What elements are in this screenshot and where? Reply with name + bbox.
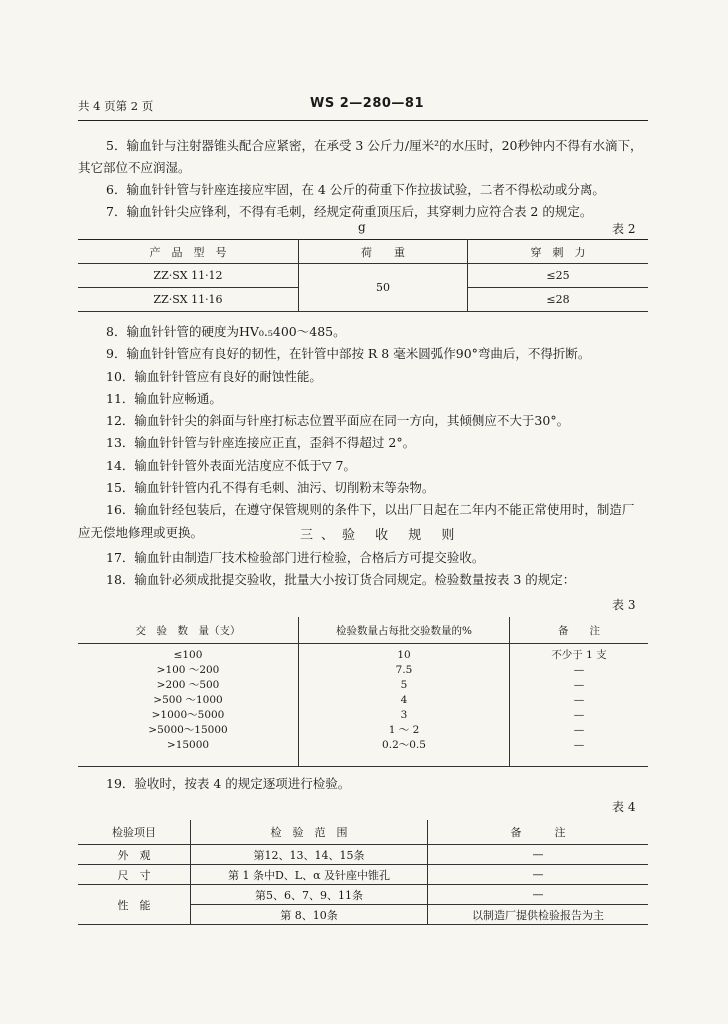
table3-qty: >500 ～1000 — [153, 694, 223, 706]
clause-12: 12．输血针针尖的斜面与针座打标志位置平面应在同一方向，其倾侧应不大于30°。 — [106, 413, 570, 429]
table-4 — [78, 820, 648, 925]
table4-item: 性 能 — [78, 885, 191, 925]
table4-range: 第12、13、14、15条 — [191, 845, 428, 865]
clause-7: 7．输血针针尖应锋利，不得有毛刺，经规定荷重顶压后，其穿刺力应符合表 2 的规定。 — [106, 204, 593, 219]
table4-header-note: 备 注 — [428, 820, 649, 845]
table3-pct: 5 — [400, 679, 408, 691]
table3-note: — — [573, 724, 585, 736]
clause-15: 15．输血针针管内孔不得有毛刺、油污、切削粉末等杂物。 — [106, 480, 435, 496]
table-2 — [78, 239, 648, 312]
table-row — [78, 264, 648, 288]
page-count: 共 4 页第 2 页 — [78, 99, 154, 113]
table3-note: — — [573, 664, 585, 676]
table3-note: — — [573, 739, 585, 751]
table4-range: 第 8、10条 — [191, 905, 428, 925]
clause-9: 9．输血针针管应有良好的韧性，在针管中部按 R 8 毫米圆弧作90°弯曲后，不得折断。 — [106, 346, 591, 362]
table3-qty: >100 ～200 — [156, 664, 220, 676]
table4-item: 外 观 — [78, 845, 191, 865]
clause-5: 5．输血针与注射器锥头配合应紧密，在承受 3 公斤力/厘米²的水压时，20秒钟内不得有水滴下， — [106, 138, 643, 153]
table3-note: — — [573, 709, 585, 721]
standard-number: WS 2—280—81 — [310, 96, 425, 111]
clause-8: 8．输血针针管的硬度为HV₀.₅400～485。 — [106, 324, 346, 339]
section-title: 三、验 收 规 则 — [300, 528, 463, 543]
table3-note: — — [573, 679, 585, 691]
table4-caption: 表 4 — [612, 800, 636, 814]
table2-header-load: 荷 重 — [299, 240, 468, 264]
table2-header-model: 产 品 型 号 — [78, 240, 299, 264]
table3-qty: >15000 — [166, 739, 210, 751]
table3-note-col — [510, 644, 649, 767]
table2-force: ≤25 — [468, 264, 649, 288]
clauses-5-7 — [78, 135, 648, 223]
table3-qty: >200 ～500 — [156, 679, 220, 691]
clause-16-cont: 应无偿地修理或更换。 — [78, 524, 204, 540]
clause-19-block — [78, 773, 648, 795]
clause-19: 19．验收时，按表 4 的规定逐项进行检验。 — [106, 776, 351, 791]
table3-pct-col — [299, 644, 510, 767]
clause-16: 16．输血针经包装后，在遵守保管规则的条件下，以出厂日起在二年内不能正常使用时，制造厂 — [106, 502, 635, 518]
table3-header-qty: 交 验 数 量（支） — [78, 617, 299, 644]
table3-header-note: 备 注 — [510, 617, 649, 644]
table3-pct: 4 — [400, 694, 408, 706]
clause-6: 6．输血针针管与针座连接应牢固，在 4 公斤的荷重下作拉拔试验，二者不得松动或分离。 — [106, 182, 605, 197]
table3-pct: 10 — [397, 649, 411, 661]
table2-model: ZZ·SX 11·12 — [78, 264, 299, 288]
table4-note: — — [428, 865, 649, 885]
clause-10: 10．输血针针管应有良好的耐蚀性能。 — [106, 368, 322, 384]
table3-note: — — [573, 694, 585, 706]
table-row — [78, 885, 648, 905]
table2-force: ≤28 — [468, 288, 649, 312]
table4-range: 第 1 条中D、L、α 及针座中锥孔 — [191, 865, 428, 885]
table3-header-pct: 检验数量占每批交验数量的% — [299, 617, 510, 644]
clauses-8-16 — [78, 321, 648, 544]
clause-17: 17．输血针由制造厂技术检验部门进行检验，合格后方可提交验收。 — [106, 550, 485, 565]
table4-note: — — [428, 845, 649, 865]
table3-qty: ≤100 — [173, 649, 203, 661]
clause-18: 18．输血针必须成批提交验收，批量大小按订货合同规定。检验数量按表 3 的规定： — [106, 572, 576, 587]
table2-caption: 表 2 — [612, 222, 636, 236]
table2-model: ZZ·SX 11·16 — [78, 288, 299, 312]
table4-note: — — [428, 885, 649, 905]
table2-header-force: 穿 刺 力 — [468, 240, 649, 264]
table2-unit: g — [358, 220, 366, 234]
table3-caption: 表 3 — [612, 598, 636, 612]
table-3 — [78, 617, 648, 767]
clause-13: 13．输血针针管与针座连接应正直，歪斜不得超过 2°。 — [106, 435, 416, 451]
table4-header-range: 检 验 范 围 — [191, 820, 428, 845]
table4-header-item: 检验项目 — [78, 820, 191, 845]
table3-pct: 0.2～0.5 — [382, 739, 426, 751]
table2-load: 50 — [299, 264, 468, 312]
table-row — [78, 845, 648, 865]
clause-14: 14．输血针针管外表面光洁度应不低于▽ 7。 — [106, 457, 356, 473]
table4-range: 第5、6、7、9、11条 — [191, 885, 428, 905]
table3-qty-col — [78, 644, 299, 767]
table4-item: 尺 寸 — [78, 865, 191, 885]
table3-note: 不少于 1 支 — [551, 649, 607, 661]
header-rule — [78, 120, 648, 121]
table3-qty: >1000～5000 — [151, 709, 225, 721]
clauses-17-18 — [78, 547, 648, 591]
clause-5-cont: 其它部位不应润湿。 — [78, 160, 191, 175]
table3-pct: 3 — [400, 709, 408, 721]
table4-note: 以制造厂提供检验报告为主 — [428, 905, 649, 925]
table3-pct: 1 ～ 2 — [388, 724, 420, 736]
table-row — [78, 865, 648, 885]
clause-11: 11．输血针应畅通。 — [106, 390, 222, 406]
table3-pct: 7.5 — [395, 664, 413, 676]
table3-qty: >5000～15000 — [148, 724, 228, 736]
